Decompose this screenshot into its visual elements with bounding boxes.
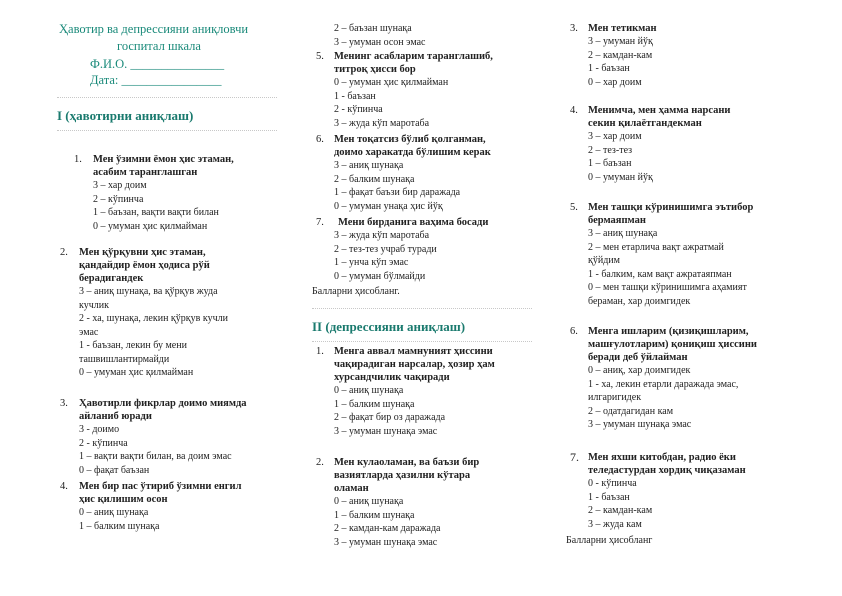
question-text: Мен ўзимни ёмон ҳис этаман, [93, 154, 234, 165]
question-text: бермаяпман [588, 215, 646, 226]
answer-option: 0 – умуман йўқ [588, 171, 653, 183]
question-text: Мен тоқатсиз бўлиб қолганман, [334, 134, 486, 145]
question-number: 7. [570, 450, 579, 464]
answer-option: 2 – камдан-кам даражада [334, 523, 441, 534]
section1-title: I (ҳавотирни аниқлаш) [57, 108, 194, 123]
answer-option: 0 – умуман ҳис қилмайман [93, 220, 208, 232]
question-text: Менга аввал мамнуният ҳиссини [334, 346, 493, 357]
question-number: 3. [60, 398, 68, 409]
answer-option: 1 – балким шунақа [334, 398, 415, 410]
question-number: 2. [60, 247, 68, 258]
question-number: 2. [316, 457, 324, 468]
question-text: Мен бир пас ўтириб ўзимни енгил [79, 481, 242, 492]
answer-option: 1 – балким шунақа [79, 520, 160, 532]
answer-option: 1 - баъзан [588, 63, 630, 74]
answer-option: 1 – балким шунақа [334, 509, 415, 521]
section2-title: II (депрессияни аниқлаш) [312, 319, 466, 334]
answer-option: 2 – одатдагидан кам [588, 405, 674, 417]
answer-option: 2 – камдан-кам [588, 505, 653, 516]
answer-option: 3 – аниқ шунақа, ва қўрқув жуда [79, 286, 218, 297]
question-text: Мен ташқи кўринишимга эътибор [588, 202, 754, 213]
question-number: 6. [316, 134, 324, 145]
answer-option: 3 – умуман шунақа эмас [334, 425, 438, 437]
answer-option: 0 – аниқ шунақа [334, 496, 404, 507]
answer-option: 3 – аниқ шунақа [588, 228, 658, 239]
question-block [316, 50, 493, 130]
form-title-line1: Ҳавотир ва депрессияни аниқловчи [59, 22, 249, 36]
answer-option: 2 – мен етарлича вақт ажратмай [588, 241, 724, 253]
question-number: 7. [316, 217, 324, 228]
question-text: Мени бирданига ваҳима босади [338, 217, 489, 228]
question-text: ҳис қилишим осон [79, 494, 168, 505]
question-number: 5. [570, 202, 578, 213]
answer-option: илгаригидек [588, 392, 642, 403]
answer-option: 1 - баъзан [334, 90, 376, 102]
answer-option: 3 – умуман осон эмас [334, 36, 426, 48]
question-block [60, 246, 228, 380]
question-text: машғулотларим) қониқиш ҳиссини [588, 339, 757, 350]
answer-option: 0 – аниқ шунақа [79, 507, 149, 518]
answer-option: 3 – умуман шунақа эмас [334, 536, 438, 548]
question-text: қандайдир ёмон ҳодиса рўй [79, 260, 210, 271]
divider [312, 308, 532, 309]
question-block [316, 456, 479, 549]
answer-option: 0 – умуман унақа ҳис йўқ [334, 200, 443, 212]
answer-option: 2 – балким шунақа [334, 173, 415, 185]
divider [312, 341, 532, 342]
question-text: асабим таранглашган [93, 167, 198, 178]
question-number: 6. [570, 326, 578, 337]
answer-option: 2 – кўпинча [93, 193, 144, 205]
form-title-line2: госпитал шкала [117, 39, 201, 53]
answer-option: 3 – хар доим [93, 180, 147, 191]
question-block [316, 345, 495, 438]
question-number: 4. [570, 105, 578, 116]
question-text: секин қилаётгандекман [588, 118, 702, 129]
answer-option: 1 - баъзан [588, 491, 630, 503]
question-number: 1. [316, 346, 324, 357]
question-number: 5. [316, 51, 324, 62]
answer-option: 2 – тез-тез [588, 144, 633, 156]
answer-option: 2 – фақат бир оз даражада [334, 412, 446, 423]
question-text: берадигандек [79, 273, 144, 284]
question-text: оламан [334, 483, 369, 494]
question-text: Ҳавотирли фикрлар доимо миямда [79, 398, 247, 409]
answer-option: 1 - балким, кам вақт ажратаяпман [588, 268, 732, 280]
question-text: айланиб юради [79, 411, 152, 422]
answer-option: 3 - доимо [79, 424, 120, 435]
question-text: теледастурдан хордиқ чиқазаман [588, 465, 746, 476]
question-block [570, 201, 753, 308]
question-block [74, 153, 234, 233]
question-text: Менинг асабларим таранглашиб, [334, 51, 493, 62]
answer-option: 3 – умуман шунақа эмас [588, 419, 692, 430]
question-number: 3. [570, 23, 578, 34]
answer-option: 1 – баъзан, вақти вақти билан [93, 207, 219, 218]
question-text: беради деб ўйлайман [588, 352, 688, 363]
answer-option: 1 – фақат баъзи бир даражада [334, 187, 461, 198]
question-text: Менга ишларим (қизиқишларим, [588, 326, 749, 337]
question-block [570, 325, 757, 432]
answer-option: 2 - кўпинча [79, 437, 128, 449]
question-number: 1. [74, 154, 82, 165]
answer-option: 2 - кўпинча [334, 104, 383, 115]
question-block [570, 451, 746, 531]
answer-option: 0 – хар доим [588, 76, 642, 88]
answer-option: бераман, хар доимгидек [588, 295, 691, 307]
answer-option: 1 – баъзан [588, 158, 632, 169]
question-text: доимо харакатда бўлишим керак [334, 147, 491, 158]
answer-option: 0 – умуман ҳис қилмайман [334, 77, 449, 88]
answer-option: 1 - ха, лекин етарли даражада эмас, [588, 378, 739, 390]
question-text: Мен кулаоламан, ва баъзи бир [334, 457, 480, 468]
answer-option: кучлик [79, 299, 109, 311]
answer-option: 3 – жуда кам [588, 518, 642, 530]
answer-option: 2 – камдан-кам [588, 49, 653, 61]
answer-option: 1 – вақти вақти билан, ва доим эмас [79, 451, 232, 462]
question-block [570, 22, 657, 89]
answer-option: қўйдим [588, 255, 620, 266]
fio-field-label: Ф.И.О. _______________ [90, 57, 225, 71]
answer-option: 3 – аниқ шунақа [334, 160, 404, 171]
answer-option: 3 – хар доим [588, 131, 642, 142]
question-text: хурсандчилик чақиради [334, 372, 450, 383]
answer-option: 2 - ха, шунақа, лекин қўрқув кучли [79, 313, 228, 324]
answer-option: эмас [79, 326, 99, 338]
date-field-label: Дата: ________________ [90, 73, 222, 87]
score-total-label: Балларни ҳисобланг [566, 535, 653, 546]
question-text: Мен қўрқувни ҳис этаман, [79, 247, 206, 258]
question-number: 4. [60, 481, 68, 492]
question-continuation [334, 22, 426, 49]
question-block [60, 397, 247, 477]
question-text: Мен тетикман [588, 23, 657, 34]
answer-option: 3 – жуда кўп маротаба [334, 230, 430, 241]
answer-option: 0 – мен ташқи кўринишимга аҳамият [588, 282, 747, 293]
question-text: чақирадиган нарсалар, ҳозир ҳам [334, 359, 495, 370]
answer-option: 0 - кўпинча [588, 478, 637, 489]
answer-option: 0 – умуман бўлмайди [334, 270, 426, 282]
answer-option: 1 – унча кўп эмас [334, 257, 409, 268]
question-text: Мен яхши китобдан, радио ёки [588, 452, 736, 463]
answer-option: 3 – умуман йўқ [588, 36, 653, 47]
answer-option: 1 - баъзан, лекин бу мени [79, 340, 187, 351]
question-text: Менимча, мен ҳамма нарсани [588, 105, 731, 116]
answer-option: 0 – фақат баъзан [79, 464, 150, 476]
score-total-label: Балларни ҳисобланг. [312, 286, 400, 297]
question-block [570, 104, 730, 184]
answer-option: 0 – умуман ҳис қилмайман [79, 367, 194, 378]
question-block [316, 133, 491, 213]
answer-option: 2 – тез-тез учраб туради [334, 243, 437, 255]
question-block [60, 480, 242, 533]
question-block [316, 216, 488, 283]
answer-option: 2 – баъзан шунақа [334, 23, 412, 34]
question-text: титроқ ҳисси бор [334, 64, 416, 75]
question-text: вазиятларда ҳазилни кўтара [334, 470, 471, 481]
divider [57, 130, 277, 131]
answer-option: 3 – жуда кўп маротаба [334, 117, 430, 129]
answer-option: 0 – аниқ шунақа [334, 385, 404, 396]
answer-option: 0 – аниқ, хар доимгидек [588, 365, 691, 376]
divider [57, 97, 277, 98]
answer-option: ташвишлантирмайди [79, 353, 170, 365]
